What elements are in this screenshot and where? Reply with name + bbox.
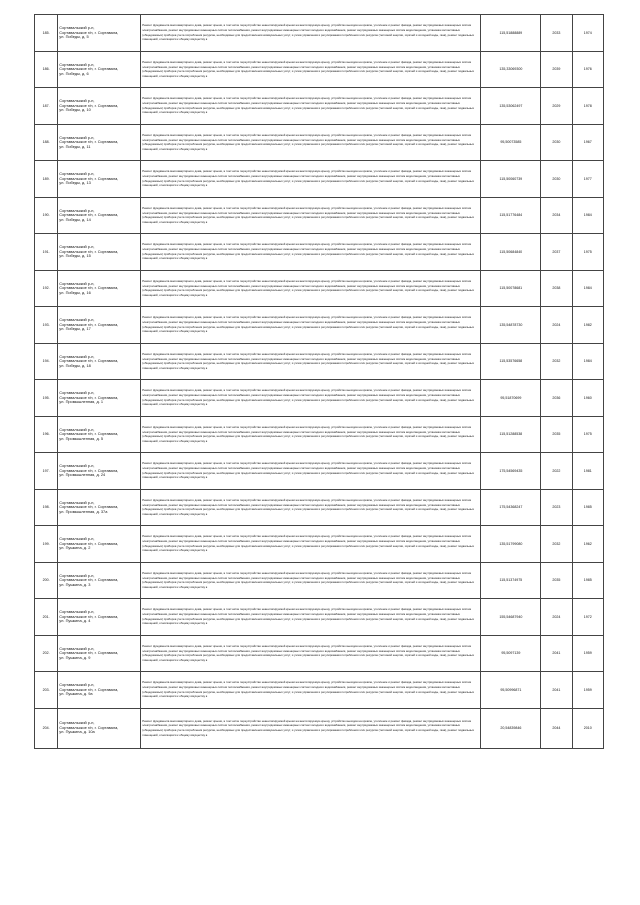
address-line: Сортавальское г/п, г. Сортавала, xyxy=(59,613,119,619)
address-line: Сортавальское г/п, г. Сортавала, xyxy=(59,29,119,35)
address-line: ул. Пушкина, д. 2 xyxy=(59,545,91,550)
address-line: Сортавальский р-н, xyxy=(59,572,95,578)
planned-year-cell: 2032 xyxy=(541,526,572,563)
address-line: ул. Промышленная, д. 37а xyxy=(59,508,108,514)
address-line: Сортавальский р-н, xyxy=(59,171,95,176)
area-value-cell: 155,54687940 xyxy=(481,599,541,636)
work-list-text: Ремонт фундамента многоквартирного дома, ремонт крыши, в том числе переустройство невентилируемой крыши на вентилируемую крышу, устройство выходов на кровлю, утепление и ремонт фасада, ремонт внутридомовых инженерных систем электроснабжения, ремонт внутридомовых инженерных систем теплоснабжения, ремонт внутридомовых инженерных систем холодного водоснабжения, ремонт внутридомовых инженерных систем водоотведения, установка коллективных (общедомовых) приборов учета потребления ресурсов, необходимых для предоставления коммунальных услуг, и узлов управления и регулирования потребления этих ресурсов (тепловой энергии, горячей и холодной воды, газа), ремонт подвальных помещений, относящихся к общему имуществу в xyxy=(142,23,475,42)
address-line: Сортавальское г/п, г. Сортавала, xyxy=(59,321,119,327)
build-year-cell: 1985 xyxy=(572,562,603,599)
address-line: Сортавальское г/п, г. Сортавала, xyxy=(59,467,119,473)
area-value-cell: 115,51288538 xyxy=(481,416,541,453)
planned-year-cell: 2033 xyxy=(541,15,572,52)
address-line: ул. Промышленная, д. 1 xyxy=(59,399,104,404)
address-line: ул. Победы, д. 18 xyxy=(59,362,91,368)
row-number-cell: 187. xyxy=(35,88,58,125)
build-year-cell: 1960 xyxy=(572,380,603,417)
address-cell xyxy=(58,343,141,380)
row-number-cell: 204. xyxy=(35,708,58,748)
planned-year-cell: 2035 xyxy=(541,416,572,453)
build-year-cell: 1984 xyxy=(572,270,603,307)
work-list-cell xyxy=(141,635,481,672)
area-value-cell: 175,54368247 xyxy=(481,489,541,526)
work-list-text: Ремонт фундамента многоквартирного дома, ремонт крыши, в том числе переустройство невентилируемой крыши на вентилируемую крышу, устройство выходов на кровлю, утепление и ремонт фасада, ремонт внутридомовых инженерных систем электроснабжения, ремонт внутридомовых инженерных систем теплоснабжения, ремонт внутридомовых инженерных систем холодного водоснабжения, ремонт внутридомовых инженерных систем водоотведения, установка коллективных (общедомовых) приборов учета потребления ресурсов, необходимых для предоставления коммунальных услуг, и узлов управления и регулирования потребления этих ресурсов (тепловой энергии, горячей и холодной воды, газа), ремонт подвальных помещений, относящихся к общему имуществу в xyxy=(142,680,475,699)
work-list-text: Ремонт фундамента многоквартирного дома, ремонт крыши, в том числе переустройство невентилируемой крыши на вентилируемую крышу, устройство выходов на кровлю, утепление и ремонт фасада, ремонт внутридомовых инженерных систем электроснабжения, ремонт внутридомовых инженерных систем теплоснабжения, ремонт внутридомовых инженерных систем холодного водоснабжения, ремонт внутридомовых инженерных систем водоотведения, установка коллективных (общедомовых) приборов учета потребления ресурсов, необходимых для предоставления коммунальных услуг, и узлов управления и регулирования потребления этих ресурсов (тепловой энергии, горячей и холодной воды, газа), ремонт подвальных помещений, относящихся к общему имуществу в xyxy=(142,205,475,224)
build-year-cell: 1978 xyxy=(572,88,603,125)
work-list-text: Ремонт фундамента многоквартирного дома, ремонт крыши, в том числе переустройство невентилируемой крыши на вентилируемую крышу, устройство выходов на кровлю, утепление и ремонт фасада, ремонт внутридомовых инженерных систем электроснабжения, ремонт внутридомовых инженерных систем теплоснабжения, ремонт внутридомовых инженерных систем холодного водоснабжения, ремонт внутридомовых инженерных систем водоотведения, установка коллективных (общедомовых) приборов учета потребления ресурсов, необходимых для предоставления коммунальных услуг, и узлов управления и регулирования потребления этих ресурсов (тепловой энергии, горячей и холодной воды, газа), ремонт подвальных помещений, относящихся к общему имуществу в xyxy=(142,388,475,407)
build-year-cell: 1976 xyxy=(572,51,603,88)
address-line: Сортавальское г/п, г. Сортавала, xyxy=(59,66,119,71)
area-value-cell: 115,51374975 xyxy=(481,562,541,599)
address-line: Сортавальское г/п, г. Сортавала, xyxy=(59,102,119,108)
planned-year-cell: 2041 xyxy=(541,672,572,709)
work-list-text: Ремонт фундамента многоквартирного дома, ремонт крыши, в том числе переустройство невентилируемой крыши на вентилируемую крышу, устройство выходов на кровлю, утепление и ремонт фасада, ремонт внутридомовых инженерных систем электроснабжения, ремонт внутридомовых инженерных систем теплоснабжения, ремонт внутридомовых инженерных систем холодного водоснабжения, ремонт внутридомовых инженерных систем водоотведения, установка коллективных (общедомовых) приборов учета потребления ресурсов, необходимых для предоставления коммунальных услуг, и узлов управления и регулирования потребления этих ресурсов (тепловой энергии, горячей и холодной воды, газа), ремонт подвальных помещений, относящихся к общему имуществу в xyxy=(142,315,475,334)
area-value-cell: 135,51799080 xyxy=(481,526,541,563)
work-list-cell xyxy=(141,380,481,417)
table-row xyxy=(35,672,604,709)
address-line: Сортавальский р-н, xyxy=(59,426,95,432)
address-cell xyxy=(58,124,141,161)
address-cell xyxy=(58,51,141,88)
work-list-cell xyxy=(141,343,481,380)
address-cell xyxy=(58,15,141,52)
address-line: Сортавальское г/п, г. Сортавала, xyxy=(59,248,119,254)
table-row xyxy=(35,416,604,453)
build-year-cell: 1975 xyxy=(572,416,603,453)
address-line: Сортавальский р-н, xyxy=(59,25,95,30)
address-line: Сортавальский р-н, xyxy=(59,645,95,651)
planned-year-cell: 2041 xyxy=(541,635,572,672)
table-row xyxy=(35,453,604,490)
area-value-cell: 115,50078681 xyxy=(481,270,541,307)
address-line: Сортавальское г/п, г. Сортавала, xyxy=(59,175,119,181)
address-line: ул. Победы, д. 17 xyxy=(59,326,91,331)
address-line: Сортавальский р-н, xyxy=(59,536,95,541)
address-line: Сортавальский р-н, xyxy=(59,720,95,726)
planned-year-cell: 2030 xyxy=(541,124,572,161)
planned-year-cell: 2024 xyxy=(541,307,572,344)
table-row xyxy=(35,635,604,672)
address-line: Сортавальское г/п, г. Сортавала, xyxy=(59,139,119,144)
work-list-text: Ремонт фундамента многоквартирного дома, ремонт крыши, в том числе переустройство невентилируемой крыши на вентилируемую крышу, устройство выходов на кровлю, утепление и ремонт фасада, ремонт внутридомовых инженерных систем электроснабжения, ремонт внутридомовых инженерных систем теплоснабжения, ремонт внутридомовых инженерных систем холодного водоснабжения, ремонт внутридомовых инженерных систем водоотведения, установка коллективных (общедомовых) приборов учета потребления ресурсов, необходимых для предоставления коммунальных услуг, и узлов управления и регулирования потребления этих ресурсов (тепловой энергии, горячей и холодной воды, газа), ремонт подвальных помещений, относящихся к общему имуществу в xyxy=(142,534,475,553)
table-row xyxy=(35,51,604,88)
area-value-cell: 115,50684840 xyxy=(481,234,541,271)
address-line: Сортавальское г/п, г. Сортавала, xyxy=(59,285,119,290)
area-value-cell: 95,50073585 xyxy=(481,124,541,161)
row-number-cell: 196. xyxy=(35,416,58,453)
address-cell xyxy=(58,599,141,636)
address-line: ул. Пушкина, д. 9а xyxy=(59,691,93,696)
address-line: ул. Промышленная, д. 5 xyxy=(59,435,104,441)
address-line: ул. Победы, д. 15 xyxy=(59,253,91,258)
work-list-cell xyxy=(141,526,481,563)
work-list-text: Ремонт фундамента многоквартирного дома, ремонт крыши, в том числе переустройство невентилируемой крыши на вентилируемую крышу, устройство выходов на кровлю, утепление и ремонт фасада, ремонт внутридомовых инженерных систем электроснабжения, ремонт внутридомовых инженерных систем теплоснабжения, ремонт внутридомовых инженерных систем холодного водоснабжения, ремонт внутридомовых инженерных систем водоотведения, установка коллективных (общедомовых) приборов учета потребления ресурсов, необходимых для предоставления коммунальных услуг, и узлов управления и регулирования потребления этих ресурсов (тепловой энергии, горячей и холодной воды, газа), ремонт подвальных помещений, относящихся к общему имуществу в xyxy=(142,718,475,737)
work-list-text: Ремонт фундамента многоквартирного дома, ремонт крыши, в том числе переустройство невентилируемой крыши на вентилируемую крышу, устройство выходов на кровлю, утепление и ремонт фасада, ремонт внутридомовых инженерных систем электроснабжения, ремонт внутридомовых инженерных систем теплоснабжения, ремонт внутридомовых инженерных систем холодного водоснабжения, ремонт внутридомовых инженерных систем водоотведения, установка коллективных (общедомовых) приборов учета потребления ресурсов, необходимых для предоставления коммунальных услуг, и узлов управления и регулирования потребления этих ресурсов (тепловой энергии, горячей и холодной воды, газа), ремонт подвальных помещений, относящихся к общему имуществу в xyxy=(142,607,475,626)
build-year-cell: 1967 xyxy=(572,124,603,161)
build-year-cell: 1959 xyxy=(572,672,603,709)
table-row xyxy=(35,599,604,636)
table-row xyxy=(35,380,604,417)
address-line: Сортавальский р-н, xyxy=(59,353,95,359)
address-line: ул. Победы, д. 11 xyxy=(59,143,91,149)
work-list-text: Ремонт фундамента многоквартирного дома, ремонт крыши, в том числе переустройство невентилируемой крыши на вентилируемую крышу, устройство выходов на кровлю, утепление и ремонт фасада, ремонт внутридомовых инженерных систем электроснабжения, ремонт внутридомовых инженерных систем теплоснабжения, ремонт внутридомовых инженерных систем холодного водоснабжения, ремонт внутридомовых инженерных систем водоотведения, установка коллективных (общедомовых) приборов учета потребления ресурсов, необходимых для предоставления коммунальных услуг, и узлов управления и регулирования потребления этих ресурсов (тепловой энергии, горячей и холодной воды, газа), ремонт подвальных помещений, относящихся к общему имуществу в xyxy=(142,278,475,297)
address-line: ул. Пушкина, д. 10а xyxy=(59,729,95,735)
row-number-cell: 195. xyxy=(35,380,58,417)
address-line: Сортавальское г/п, г. Сортавала, xyxy=(59,358,119,363)
build-year-cell: 1982 xyxy=(572,307,603,344)
table-row xyxy=(35,197,604,234)
build-year-cell: 1975 xyxy=(572,234,603,271)
area-value-cell: 115,51776484 xyxy=(481,197,541,234)
address-cell xyxy=(58,708,141,748)
area-value-cell: 20,54839846 xyxy=(481,708,541,748)
address-cell xyxy=(58,88,141,125)
address-line: Сортавальское г/п, г. Сортавала, xyxy=(59,650,119,655)
build-year-cell: 1977 xyxy=(572,161,603,198)
work-list-text: Ремонт фундамента многоквартирного дома, ремонт крыши, в том числе переустройство невентилируемой крыши на вентилируемую крышу, устройство выходов на кровлю, утепление и ремонт фасада, ремонт внутридомовых инженерных систем электроснабжения, ремонт внутридомовых инженерных систем теплоснабжения, ремонт внутридомовых инженерных систем холодного водоснабжения, ремонт внутридомовых инженерных систем водоотведения, установка коллективных (общедомовых) приборов учета потребления ресурсов, необходимых для предоставления коммунальных услуг, и узлов управления и регулирования потребления этих ресурсов (тепловой энергии, горячей и холодной воды, газа), ремонт подвальных помещений, относящихся к общему имуществу в xyxy=(142,132,475,151)
work-list-text: Ремонт фундамента многоквартирного дома, ремонт крыши, в том числе переустройство невентилируемой крыши на вентилируемую крышу, устройство выходов на кровлю, утепление и ремонт фасада, ремонт внутридомовых инженерных систем электроснабжения, ремонт внутридомовых инженерных систем теплоснабжения, ремонт внутридомовых инженерных систем холодного водоснабжения, ремонт внутридомовых инженерных систем водоотведения, установка коллективных (общедомовых) приборов учета потребления ресурсов, необходимых для предоставления коммунальных услуг, и узлов управления и регулирования потребления этих ресурсов (тепловой энергии, горячей и холодной воды, газа), ремонт подвальных помещений, относящихся к общему имуществу в xyxy=(142,96,475,115)
address-line: Сортавальский р-н, xyxy=(59,134,95,140)
area-value-cell: 115,53576658 xyxy=(481,343,541,380)
work-list-text: Ремонт фундамента многоквартирного дома, ремонт крыши, в том числе переустройство невентилируемой крыши на вентилируемую крышу, устройство выходов на кровлю, утепление и ремонт фасада, ремонт внутридомовых инженерных систем электроснабжения, ремонт внутридомовых инженерных систем теплоснабжения, ремонт внутридомовых инженерных систем холодного водоснабжения, ремонт внутридомовых инженерных систем водоотведения, установка коллективных (общедомовых) приборов учета потребления ресурсов, необходимых для предоставления коммунальных услуг, и узлов управления и регулирования потребления этих ресурсов (тепловой энергии, горячей и холодной воды, газа), ремонт подвальных помещений, относящихся к общему имуществу в xyxy=(142,424,475,443)
address-line: ул. Победы, д. 13 xyxy=(59,180,91,185)
address-line: Сортавальский р-н, xyxy=(59,463,95,468)
area-value-cell: 135,33069300 xyxy=(481,51,541,88)
address-line: ул. Победы, д. 10 xyxy=(59,107,91,112)
address-cell xyxy=(58,307,141,344)
area-value-cell: 135,53062497 xyxy=(481,88,541,125)
area-value-cell: 115,50060739 xyxy=(481,161,541,198)
planned-year-cell: 2023 xyxy=(541,489,572,526)
address-cell xyxy=(58,161,141,198)
row-number-cell: 189. xyxy=(35,161,58,198)
area-value-cell: 135,54878730 xyxy=(481,307,541,344)
row-number-cell: 201. xyxy=(35,599,58,636)
planned-year-cell: 2044 xyxy=(541,708,572,748)
planned-year-cell: 2038 xyxy=(541,270,572,307)
table-row xyxy=(35,489,604,526)
address-line: Сортавальский р-н, xyxy=(59,98,95,103)
planned-year-cell: 2035 xyxy=(541,562,572,599)
address-cell xyxy=(58,270,141,307)
address-line: ул. Победы, д. 14 xyxy=(59,216,91,222)
area-value-cell: 95,5097139 xyxy=(481,635,541,672)
table-row xyxy=(35,270,604,307)
row-number-cell: 200. xyxy=(35,562,58,599)
address-cell xyxy=(58,672,141,709)
address-line: ул. Промышленная, д. 24 xyxy=(59,472,106,477)
work-list-cell xyxy=(141,416,481,453)
row-number-cell: 191. xyxy=(35,234,58,271)
work-list-cell xyxy=(141,124,481,161)
capital-repair-register-table xyxy=(34,14,604,749)
work-list-cell xyxy=(141,161,481,198)
address-line: Сортавальский р-н, xyxy=(59,280,95,286)
address-cell xyxy=(58,234,141,271)
work-list-cell xyxy=(141,599,481,636)
address-line: Сортавальское г/п, г. Сортавала, xyxy=(59,394,119,400)
address-line: Сортавальский р-н, xyxy=(59,61,95,67)
row-number-cell: 185. xyxy=(35,15,58,52)
row-number-cell: 190. xyxy=(35,197,58,234)
address-line: Сортавальский р-н, xyxy=(59,207,95,213)
table-row xyxy=(35,15,604,52)
work-list-cell xyxy=(141,15,481,52)
address-line: Сортавальское г/п, г. Сортавала, xyxy=(59,540,119,546)
address-line: Сортавальский р-н, xyxy=(59,682,95,687)
address-line: Сортавальское г/п, г. Сортавала, xyxy=(59,212,119,217)
table-row xyxy=(35,343,604,380)
row-number-cell: 202. xyxy=(35,635,58,672)
table-row xyxy=(35,307,604,344)
address-cell xyxy=(58,489,141,526)
planned-year-cell: 2032 xyxy=(541,343,572,380)
planned-year-cell: 2029 xyxy=(541,88,572,125)
row-number-cell: 188. xyxy=(35,124,58,161)
work-list-cell xyxy=(141,51,481,88)
build-year-cell: 1984 xyxy=(572,343,603,380)
area-value-cell: 95,50996871 xyxy=(481,672,541,709)
work-list-cell xyxy=(141,197,481,234)
work-list-cell xyxy=(141,562,481,599)
address-line: ул. Победы, д. 16 xyxy=(59,289,91,295)
work-list-text: Ремонт фундамента многоквартирного дома, ремонт крыши, в том числе переустройство невентилируемой крыши на вентилируемую крышу, устройство выходов на кровлю, утепление и ремонт фасада, ремонт внутридомовых инженерных систем электроснабжения, ремонт внутридомовых инженерных систем теплоснабжения, ремонт внутридомовых инженерных систем холодного водоснабжения, ремонт внутридомовых инженерных систем водоотведения, установка коллективных (общедомовых) приборов учета потребления ресурсов, необходимых для предоставления коммунальных услуг, и узлов управления и регулирования потребления этих ресурсов (тепловой энергии, горячей и холодной воды, газа), ремонт подвальных помещений, относящихся к общему имуществу в xyxy=(142,242,475,261)
address-line: ул. Пушкина, д. 9 xyxy=(59,654,91,660)
work-list-cell xyxy=(141,489,481,526)
address-line: Сортавальский р-н, xyxy=(59,390,95,395)
area-value-cell: 175,54569435 xyxy=(481,453,541,490)
build-year-cell: 1985 xyxy=(572,489,603,526)
address-line: Сортавальское г/п, г. Сортавала, xyxy=(59,577,119,582)
row-number-cell: 194. xyxy=(35,343,58,380)
address-line: ул. Пушкина, д. 4 xyxy=(59,618,91,623)
planned-year-cell: 2024 xyxy=(541,599,572,636)
row-number-cell: 186. xyxy=(35,51,58,88)
address-cell xyxy=(58,453,141,490)
planned-year-cell: 2022 xyxy=(541,453,572,490)
row-number-cell: 197. xyxy=(35,453,58,490)
work-list-cell xyxy=(141,234,481,271)
work-list-cell xyxy=(141,453,481,490)
address-cell xyxy=(58,197,141,234)
build-year-cell: 1962 xyxy=(572,526,603,563)
row-number-cell: 199. xyxy=(35,526,58,563)
planned-year-cell: 2034 xyxy=(541,197,572,234)
work-list-text: Ремонт фундамента многоквартирного дома, ремонт крыши, в том числе переустройство невентилируемой крыши на вентилируемую крышу, устройство выходов на кровлю, утепление и ремонт фасада, ремонт внутридомовых инженерных систем электроснабжения, ремонт внутридомовых инженерных систем теплоснабжения, ремонт внутридомовых инженерных систем холодного водоснабжения, ремонт внутридомовых инженерных систем водоотведения, установка коллективных (общедомовых) приборов учета потребления ресурсов, необходимых для предоставления коммунальных услуг, и узлов управления и регулирования потребления этих ресурсов (тепловой энергии, горячей и холодной воды, газа), ремонт подвальных помещений, относящихся к общему имуществу в xyxy=(142,59,475,78)
address-line: Сортавальский р-н, xyxy=(59,499,95,505)
address-line: ул. Победы, д. 5 xyxy=(59,34,89,39)
table-row xyxy=(35,562,604,599)
planned-year-cell: 2037 xyxy=(541,234,572,271)
build-year-cell: 1981 xyxy=(572,453,603,490)
address-line: Сортавальский р-н, xyxy=(59,609,95,614)
planned-year-cell: 2036 xyxy=(541,380,572,417)
build-year-cell: 1974 xyxy=(572,15,603,52)
work-list-text: Ремонт фундамента многоквартирного дома, ремонт крыши, в том числе переустройство невентилируемой крыши на вентилируемую крышу, устройство выходов на кровлю, утепление и ремонт фасада, ремонт внутридомовых инженерных систем электроснабжения, ремонт внутридомовых инженерных систем теплоснабжения, ремонт внутридомовых инженерных систем холодного водоснабжения, ремонт внутридомовых инженерных систем водоотведения, установка коллективных (общедомовых) приборов учета потребления ресурсов, необходимых для предоставления коммунальных услуг, и узлов управления и регулирования потребления этих ресурсов (тепловой энергии, горячей и холодной воды, газа), ремонт подвальных помещений, относящихся к общему имуществу в xyxy=(142,570,475,589)
work-list-text: Ремонт фундамента многоквартирного дома, ремонт крыши, в том числе переустройство невентилируемой крыши на вентилируемую крышу, устройство выходов на кровлю, утепление и ремонт фасада, ремонт внутридомовых инженерных систем электроснабжения, ремонт внутридомовых инженерных систем теплоснабжения, ремонт внутридомовых инженерных систем холодного водоснабжения, ремонт внутридомовых инженерных систем водоотведения, установка коллективных (общедомовых) приборов учета потребления ресурсов, необходимых для предоставления коммунальных услуг, и узлов управления и регулирования потребления этих ресурсов (тепловой энергии, горячей и холодной воды, газа), ремонт подвальных помещений, относящихся к общему имуществу в xyxy=(142,643,475,662)
planned-year-cell: 2030 xyxy=(541,161,572,198)
table-row xyxy=(35,708,604,748)
address-cell xyxy=(58,416,141,453)
work-list-cell xyxy=(141,708,481,748)
planned-year-cell: 2039 xyxy=(541,51,572,88)
work-list-cell xyxy=(141,88,481,125)
address-cell xyxy=(58,635,141,672)
address-line: Сортавальское г/п, г. Сортавала, xyxy=(59,504,119,509)
work-list-cell xyxy=(141,307,481,344)
table-row xyxy=(35,161,604,198)
address-line: Сортавальский р-н, xyxy=(59,244,95,249)
work-list-text: Ремонт фундамента многоквартирного дома, ремонт крыши, в том числе переустройство невентилируемой крыши на вентилируемую крышу, устройство выходов на кровлю, утепление и ремонт фасада, ремонт внутридомовых инженерных систем электроснабжения, ремонт внутридомовых инженерных систем теплоснабжения, ремонт внутридомовых инженерных систем холодного водоснабжения, ремонт внутридомовых инженерных систем водоотведения, установка коллективных (общедомовых) приборов учета потребления ресурсов, необходимых для предоставления коммунальных услуг, и узлов управления и регулирования потребления этих ресурсов (тепловой энергии, горячей и холодной воды, газа), ремонт подвальных помещений, относящихся к общему имуществу в xyxy=(142,169,475,188)
work-list-text: Ремонт фундамента многоквартирного дома, ремонт крыши, в том числе переустройство невентилируемой крыши на вентилируемую крышу, устройство выходов на кровлю, утепление и ремонт фасада, ремонт внутридомовых инженерных систем электроснабжения, ремонт внутридомовых инженерных систем теплоснабжения, ремонт внутридомовых инженерных систем холодного водоснабжения, ремонт внутридомовых инженерных систем водоотведения, установка коллективных (общедомовых) приборов учета потребления ресурсов, необходимых для предоставления коммунальных услуг, и узлов управления и регулирования потребления этих ресурсов (тепловой энергии, горячей и холодной воды, газа), ремонт подвальных помещений, относящихся к общему имуществу в xyxy=(142,461,475,480)
work-list-text: Ремонт фундамента многоквартирного дома, ремонт крыши, в том числе переустройство невентилируемой крыши на вентилируемую крышу, устройство выходов на кровлю, утепление и ремонт фасада, ремонт внутридомовых инженерных систем электроснабжения, ремонт внутридомовых инженерных систем теплоснабжения, ремонт внутридомовых инженерных систем холодного водоснабжения, ремонт внутридомовых инженерных систем водоотведения, установка коллективных (общедомовых) приборов учета потребления ресурсов, необходимых для предоставления коммунальных услуг, и узлов управления и регулирования потребления этих ресурсов (тепловой энергии, горячей и холодной воды, газа), ремонт подвальных помещений, относящихся к общему имуществу в xyxy=(142,351,475,370)
address-cell xyxy=(58,562,141,599)
area-value-cell: 115,51888889 xyxy=(481,15,541,52)
address-line: Сортавальское г/п, г. Сортавала, xyxy=(59,724,119,730)
work-list-cell xyxy=(141,270,481,307)
area-value-cell: 95,51870699 xyxy=(481,380,541,417)
address-line: ул. Победы, д. 6 xyxy=(59,70,89,76)
address-line: ул. Пушкина, д. 3 xyxy=(59,581,91,587)
build-year-cell: 1984 xyxy=(572,197,603,234)
table-row xyxy=(35,234,604,271)
table-row xyxy=(35,124,604,161)
address-line: Сортавальское г/п, г. Сортавала, xyxy=(59,686,119,692)
build-year-cell: 2010 xyxy=(572,708,603,748)
row-number-cell: 192. xyxy=(35,270,58,307)
build-year-cell: 1959 xyxy=(572,635,603,672)
work-list-cell xyxy=(141,672,481,709)
address-cell xyxy=(58,380,141,417)
address-cell xyxy=(58,526,141,563)
row-number-cell: 193. xyxy=(35,307,58,344)
row-number-cell: 198. xyxy=(35,489,58,526)
work-list-text: Ремонт фундамента многоквартирного дома, ремонт крыши, в том числе переустройство невентилируемой крыши на вентилируемую крышу, устройство выходов на кровлю, утепление и ремонт фасада, ремонт внутридомовых инженерных систем электроснабжения, ремонт внутридомовых инженерных систем теплоснабжения, ремонт внутридомовых инженерных систем холодного водоснабжения, ремонт внутридомовых инженерных систем водоотведения, установка коллективных (общедомовых) приборов учета потребления ресурсов, необходимых для предоставления коммунальных услуг, и узлов управления и регулирования потребления этих ресурсов (тепловой энергии, горячей и холодной воды, газа), ремонт подвальных помещений, относящихся к общему имуществу в xyxy=(142,497,475,516)
table-row xyxy=(35,526,604,563)
address-line: Сортавальский р-н, xyxy=(59,317,95,322)
register-table-body xyxy=(35,15,604,749)
build-year-cell: 1972 xyxy=(572,599,603,636)
table-row xyxy=(35,88,604,125)
address-line: Сортавальское г/п, г. Сортавала, xyxy=(59,431,119,436)
row-number-cell: 203. xyxy=(35,672,58,709)
